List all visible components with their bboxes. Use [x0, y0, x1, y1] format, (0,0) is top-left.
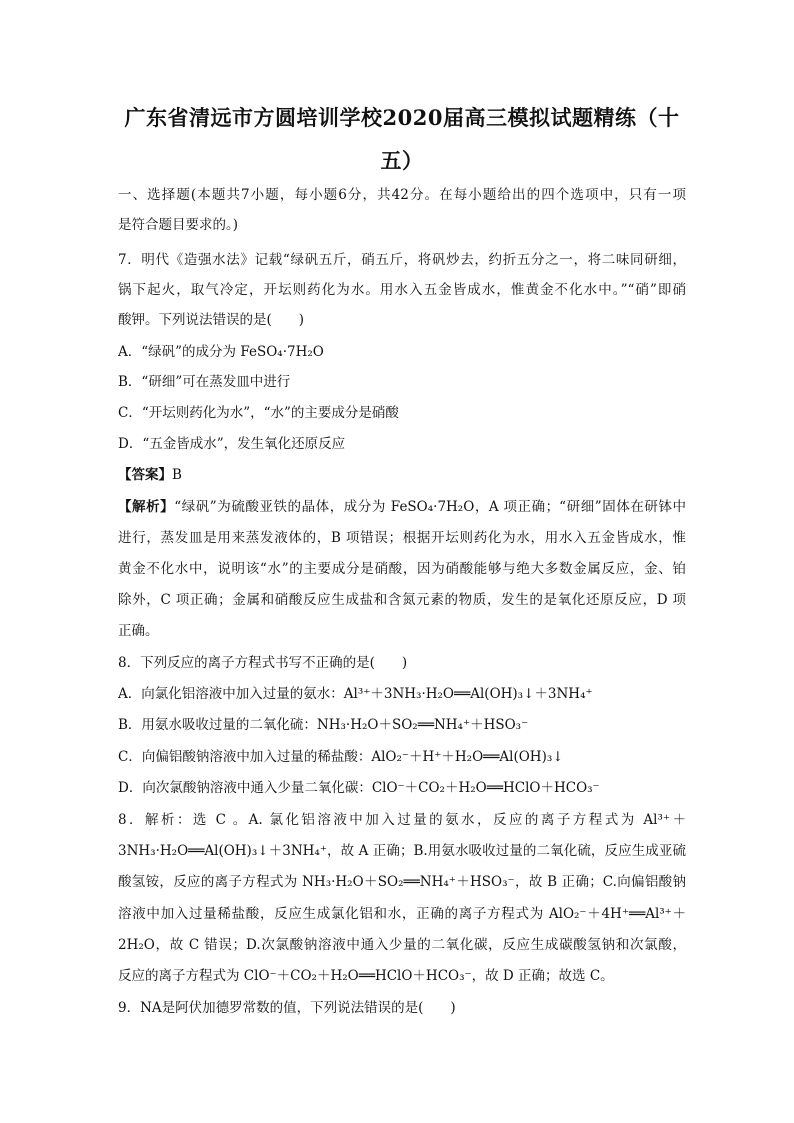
q7-analysis-line-1 — [118, 497, 686, 517]
q7-analysis-line-2: 进行，蒸发皿是用来蒸发液体的，B 项错误；根据开坛则药化为水，用水入五金皆成水，惟 — [118, 530, 686, 546]
q8-analysis-line-2: 3NH₃·H₂O══Al(OH)₃↓＋3NH₄⁺，故 A 正确；B.用氨水吸收过量的二氧化硫，反应生成亚硫 — [118, 843, 686, 859]
q8-stem: 8．下列反应的离子方程式书写不正确的是( ) — [118, 655, 408, 671]
answer-label: 【答案】 — [118, 467, 172, 483]
analysis-label: 【解析】 — [118, 499, 175, 515]
q9-stem: 9．NA是阿伏加德罗常数的值，下列说法错误的是( ) — [118, 1000, 456, 1016]
q8-analysis-line-5: 2H₂O，故 C 错误；D.次氯酸钠溶液中通入少量的二氧化碳，反应生成碳酸氢钠和次氯酸， — [118, 937, 686, 953]
section-header-line-2: 是符合题目要求的。) — [118, 217, 239, 233]
answer-value: B — [172, 467, 182, 483]
q8-option-c: C．向偏铝酸钠溶液中加入过量的稀盐酸：AlO₂⁻＋H⁺＋H₂O══Al(OH)₃↓ — [118, 749, 564, 765]
q7-analysis-line-4: 除外，C 项正确；金属和硝酸反应生成盐和含氮元素的物质，发生的是氧化还原反应，D 项 — [118, 592, 686, 608]
q7-option-a: A．“绿矾”的成分为 FeSO₄·7H₂O — [118, 344, 324, 360]
q7-stem-line-3: 酸钾。下列说法错误的是( ) — [118, 312, 305, 328]
q7-stem-line-2: 锅下起火，取气冷定，开坛则药化为水。用水入五金皆成水，惟黄金不化水中。”“硝”即硝 — [118, 282, 686, 298]
document-title-line-2: 五） — [380, 148, 424, 173]
q7-answer — [118, 465, 686, 485]
section-header-line-1: 一、选择题(本题共7小题，每小题6分，共42分。在每小题给出的四个选项中，只有一项 — [118, 187, 686, 203]
q7-option-d: D．“五金皆成水”，发生氧化还原反应 — [118, 436, 346, 452]
q8-analysis-line-1: 8．解析：选 C 。A. 氯化铝溶液中加入过量的氨水，反应的离子方程式为 Al³⁺＋ — [118, 812, 686, 828]
q8-analysis-line-6: 反应的离子方程式为 ClO⁻＋CO₂＋H₂O══HClO＋HCO₃⁻，故 D 正确；故选 C。 — [118, 968, 614, 984]
q7-analysis-line-3: 黄金不化水中，说明该“水”的主要成分是硝酸，因为硝酸能够与绝大多数金属反应，金、铂 — [118, 561, 686, 577]
q8-analysis-line-3: 酸氢铵，反应的离子方程式为 NH₃·H₂O＋SO₂══NH₄⁺＋HSO₃⁻，故 B 正确；C.向偏铝酸钠 — [118, 874, 686, 890]
q8-option-d: D．向次氯酸钠溶液中通入少量二氧化碳：ClO⁻＋CO₂＋H₂O══HClO＋HCO₃⁻ — [118, 780, 600, 796]
q7-option-c: C．“开坛则药化为水”，“水”的主要成分是硝酸 — [118, 405, 399, 421]
document-title-line-1: 广东省清远市方圆培训学校2020届高三模拟试题精练（十 — [124, 105, 680, 130]
q7-stem-line-1: 7．明代《造强水法》记载“绿矾五斤，硝五斤，将矾炒去，约折五分之一，将二味同研细， — [118, 252, 686, 268]
q7-option-b: B．“研细”可在蒸发皿中进行 — [118, 374, 291, 390]
q8-option-b: B．用氨水吸收过量的二氧化硫：NH₃·H₂O＋SO₂══NH₄⁺＋HSO₃⁻ — [118, 717, 529, 733]
analysis-text-1: “绿矾”为硫酸亚铁的晶体，成分为 FeSO₄·7H₂O，A 项正确；“研细”固体在研钵中 — [174, 499, 686, 515]
q8-analysis-line-4: 溶液中加入过量稀盐酸，反应生成氯化铝和水，正确的离子方程式为 AlO₂⁻＋4H⁺══Al³⁺＋ — [118, 906, 686, 922]
q7-analysis-line-5: 正确。 — [118, 623, 159, 639]
q8-option-a: A．向氯化铝溶液中加入过量的氨水：Al³⁺＋3NH₃·H₂O══Al(OH)₃↓＋3NH₄⁺ — [118, 686, 593, 702]
